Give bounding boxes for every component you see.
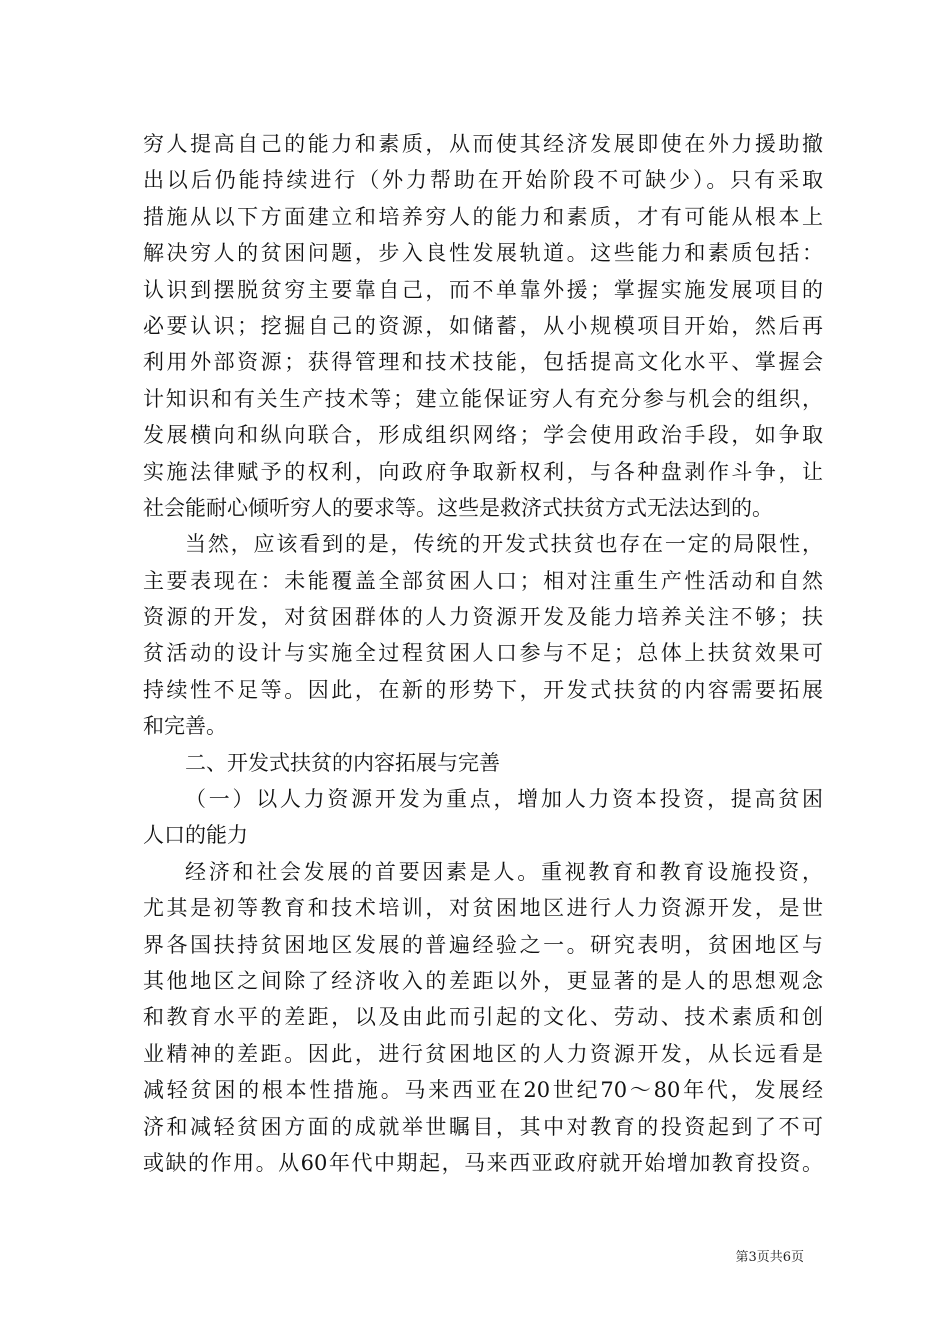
text-line: 认识到摆脱贫穷主要靠自己，而不单靠外援；掌握实施发展项目的 <box>143 277 823 302</box>
paragraph-continued <box>143 126 823 526</box>
text-line: 穷人提高自己的能力和素质，从而使其经济发展即使在外力援助撤 <box>143 132 823 156</box>
text-line: 措施从以下方面建立和培养穷人的能力和素质，才有可能从根本上 <box>143 204 823 229</box>
text-line: 当然，应该看到的是，传统的开发式扶贫也存在一定的局限性， <box>185 532 823 557</box>
text-line: 持续性不足等。因此，在新的形势下，开发式扶贫的内容需要拓展 <box>143 677 823 702</box>
text-line: 贫活动的设计与实施全过程贫困人口参与不足；总体上扶贫效果可 <box>143 641 823 666</box>
paragraph-limitations <box>143 526 823 744</box>
text-line: 发展横向和纵向联合，形成组织网络；学会使用政治手段，如争取 <box>143 423 823 448</box>
text-line: 必要认识；挖掘自己的资源，如储蓄，从小规模项目开始，然后再 <box>143 313 823 338</box>
text-line: （一）以人力资源开发为重点，增加人力资本投资，提高贫困 <box>185 787 823 812</box>
text-line: 经济和社会发展的首要因素是人。重视教育和教育设施投资， <box>185 859 823 884</box>
text-line: 实施法律赋予的权利，向政府争取新权利，与各种盘剥作斗争，让 <box>143 459 823 484</box>
text-line: 和教育水平的差距，以及由此而引起的文化、劳动、技术素质和创 <box>143 1005 823 1030</box>
text-line: 二、开发式扶贫的内容拓展与完善 <box>185 750 500 775</box>
subsection-heading <box>143 781 823 854</box>
text-line: 和完善。 <box>143 714 227 739</box>
text-line: 资源的开发，对贫困群体的人力资源开发及能力培养关注不够；扶 <box>143 605 823 630</box>
document-body <box>143 126 823 1181</box>
text-line: 业精神的差距。因此，进行贫困地区的人力资源开发，从长远看是 <box>143 1041 823 1066</box>
text-line: 社会能耐心倾听穷人的要求等。这些是救济式扶贫方式无法达到的。 <box>143 495 773 520</box>
text-line: 减轻贫困的根本性措施。马来西亚在20世纪70～80年代，发展经 <box>143 1078 823 1103</box>
text-line: 济和减轻贫困方面的成就举世瞩目，其中对教育的投资起到了不可 <box>143 1114 823 1139</box>
page-number: 第3页共6页 <box>735 1250 804 1265</box>
text-line: 或缺的作用。从60年代中期起，马来西亚政府就开始增加教育投资。 <box>143 1150 823 1175</box>
text-line: 计知识和有关生产技术等；建立能保证穷人有充分参与机会的组织， <box>143 386 823 411</box>
text-line: 主要表现在：未能覆盖全部贫困人口；相对注重生产性活动和自然 <box>143 568 823 593</box>
text-line: 出以后仍能持续进行（外力帮助在开始阶段不可缺少）。只有采取 <box>143 168 823 193</box>
text-line: 界各国扶持贫困地区发展的普遍经验之一。研究表明，贫困地区与 <box>143 932 823 957</box>
text-line: 尤其是初等教育和技术培训，对贫困地区进行人力资源开发，是世 <box>143 896 823 921</box>
paragraph-human-resources <box>143 854 823 1182</box>
section-heading <box>143 745 823 781</box>
text-line: 解决穷人的贫困问题，步入良性发展轨道。这些能力和素质包括： <box>143 241 823 266</box>
text-line: 其他地区之间除了经济收入的差距以外，更显著的是人的思想观念 <box>143 968 823 993</box>
text-line: 利用外部资源；获得管理和技术技能，包括提高文化水平、掌握会 <box>143 350 823 375</box>
text-line: 人口的能力 <box>143 823 248 848</box>
